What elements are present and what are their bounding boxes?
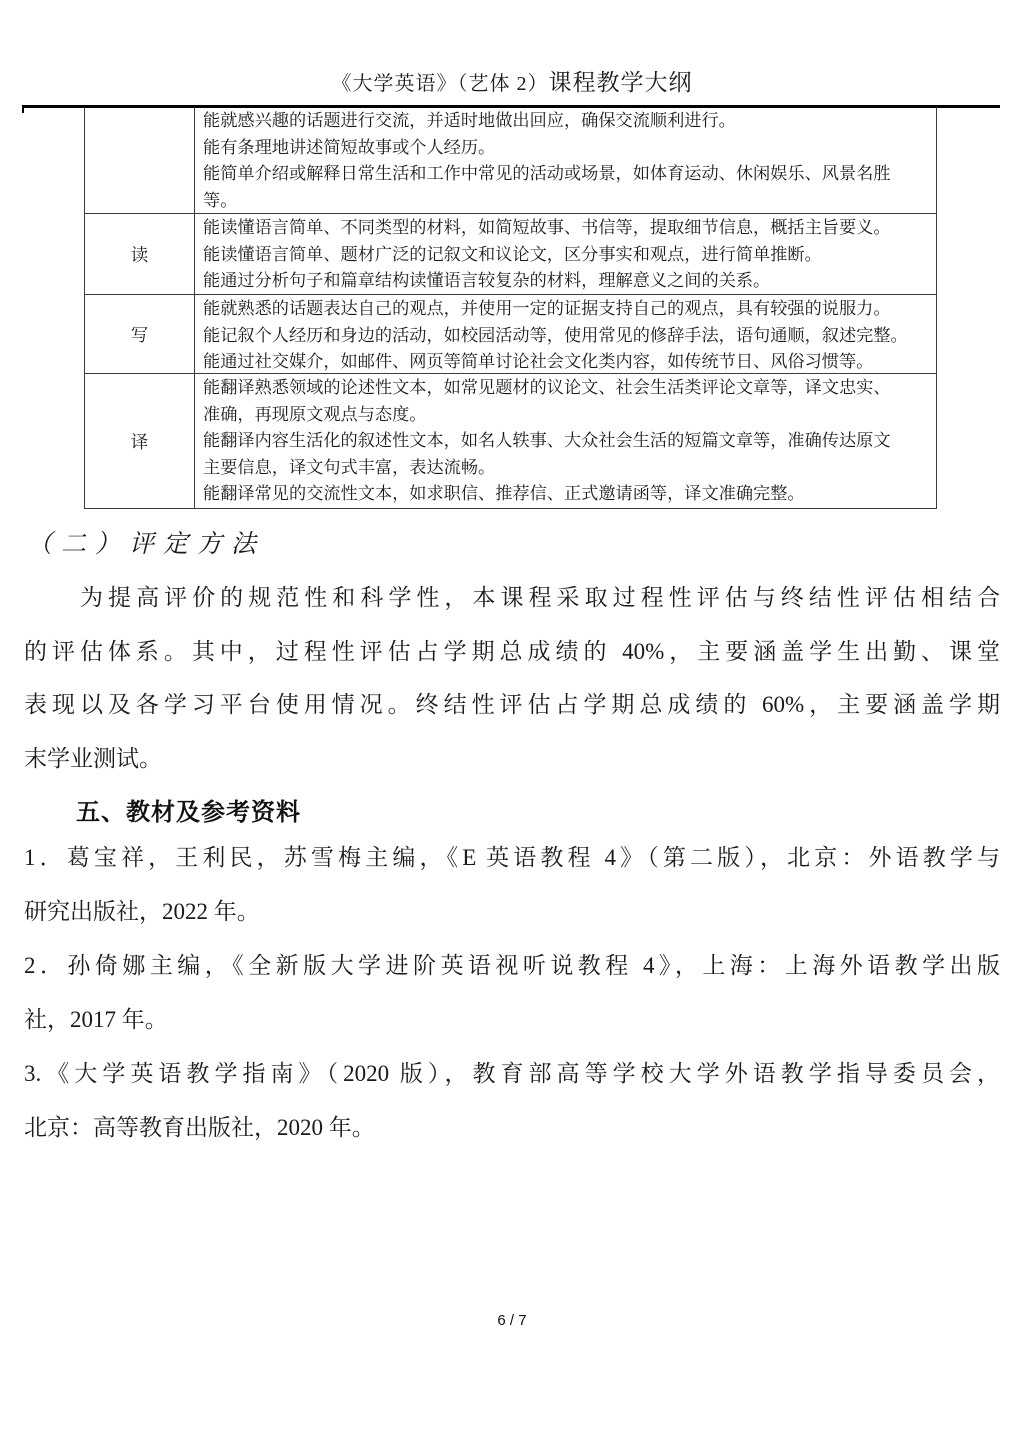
table-row-translation	[85, 374, 936, 508]
cell-line: 能简单介绍或解释日常生活和工作中常见的活动或场景，如体育运动、休闲娱乐、风景名胜	[203, 164, 891, 184]
table-row-reading	[85, 214, 936, 295]
reference-item-2-line-2: 社，2017 年。	[24, 1007, 168, 1032]
row-label	[85, 107, 195, 213]
row-content	[195, 374, 936, 508]
language-skills-table	[84, 107, 937, 509]
cell-line: 能有条理地讲述简短故事或个人经历。	[203, 137, 496, 157]
cell-line: 能就感兴趣的话题进行交流，并适时地做出回应，确保交流顺利进行。	[203, 111, 736, 130]
page-header-title	[0, 64, 1024, 97]
cell-line: 等。	[203, 190, 238, 210]
cell-line: 能通过分析句子和篇章结构读懂语言较复杂的材料，理解意义之间的关系。	[203, 271, 771, 291]
row-content	[195, 107, 936, 213]
reference-item-3-line-1: 3.《大学英语教学指南》（2020 版），教育部高等学校大学外语教学指导委员会，	[24, 1061, 1000, 1086]
cell-line: 能读懂语言简单、题材广泛的记叙文和议论文，区分事实和观点，进行简单推断。	[203, 244, 822, 264]
cell-line: 能通过社交媒介，如邮件、网页等简单讨论社会文化类内容，如传统节日、风俗习惯等。	[203, 352, 874, 372]
cell-line: 能翻译内容生活化的叙述性文本，如名人轶事、大众社会生活的短篇文章等，准确传达原文	[203, 431, 891, 451]
row-label: 写	[85, 295, 195, 373]
cell-line: 准确，再现原文观点与态度。	[203, 404, 427, 424]
row-label: 读	[85, 214, 195, 294]
paragraph-line: 表现以及各学习平台使用情况。终结性评估占学期总成绩的 60%，主要涵盖学期	[24, 692, 1000, 717]
section-heading-materials: 五、教材及参考资料	[76, 799, 301, 826]
table-row-speaking	[85, 107, 936, 214]
row-label: 译	[85, 374, 195, 508]
paragraph-line: 末学业测试。	[24, 745, 162, 771]
evaluation-paragraph	[24, 571, 1000, 785]
course-title-name: 《大学英语》（艺体 2）	[331, 73, 549, 95]
cell-line: 能就熟悉的话题表达自己的观点，并使用一定的证据支持自己的观点，具有较强的说服力。	[203, 299, 891, 318]
cell-line: 能翻译常见的交流性文本，如求职信、推荐信、正式邀请函等，译文准确完整。	[203, 484, 805, 504]
cell-line: 能读懂语言简单、不同类型的材料，如简短故事、书信等，提取细节信息，概括主旨要义。	[203, 218, 891, 237]
reference-item-1-line-2: 研究出版社，2022 年。	[24, 899, 260, 924]
reference-list	[24, 831, 1000, 1155]
cell-line: 能记叙个人经历和身边的活动，如校园活动等，使用常见的修辞手法，语句通顺，叙述完整。	[203, 325, 908, 345]
paragraph-line: 的评估体系。其中，过程性评估占学期总成绩的 40%，主要涵盖学生出勤、课堂	[24, 638, 1000, 664]
table-row-writing	[85, 295, 936, 374]
cell-line: 主要信息，译文句式丰富，表达流畅。	[203, 457, 496, 477]
reference-item-2-line-1: 2．孙倚娜主编，《全新版大学进阶英语视听说教程 4》，上海：上海外语教学出版	[24, 953, 1000, 978]
row-content	[195, 295, 936, 373]
table-top-border-stub	[22, 105, 24, 113]
section-heading-evaluation-method: （二）评定方法	[27, 531, 266, 558]
paragraph-line: 为提高评价的规范性和科学性，本课程采取过程性评估与终结性评估相结合	[80, 585, 1000, 610]
reference-item-3-line-2: 北京：高等教育出版社，2020 年。	[24, 1115, 375, 1140]
page-number: 6 / 7	[497, 1312, 527, 1329]
row-content	[195, 214, 936, 294]
cell-line: 能翻译熟悉领域的论述性文本，如常见题材的议论文、社会生活类评论文章等，译文忠实、	[203, 378, 891, 397]
reference-item-1-line-1: 1．葛宝祥，王利民，苏雪梅主编，《E 英语教程 4》（第二版），北京：外语教学与	[24, 845, 1000, 870]
course-title-suffix: 课程教学大纲	[548, 70, 693, 95]
